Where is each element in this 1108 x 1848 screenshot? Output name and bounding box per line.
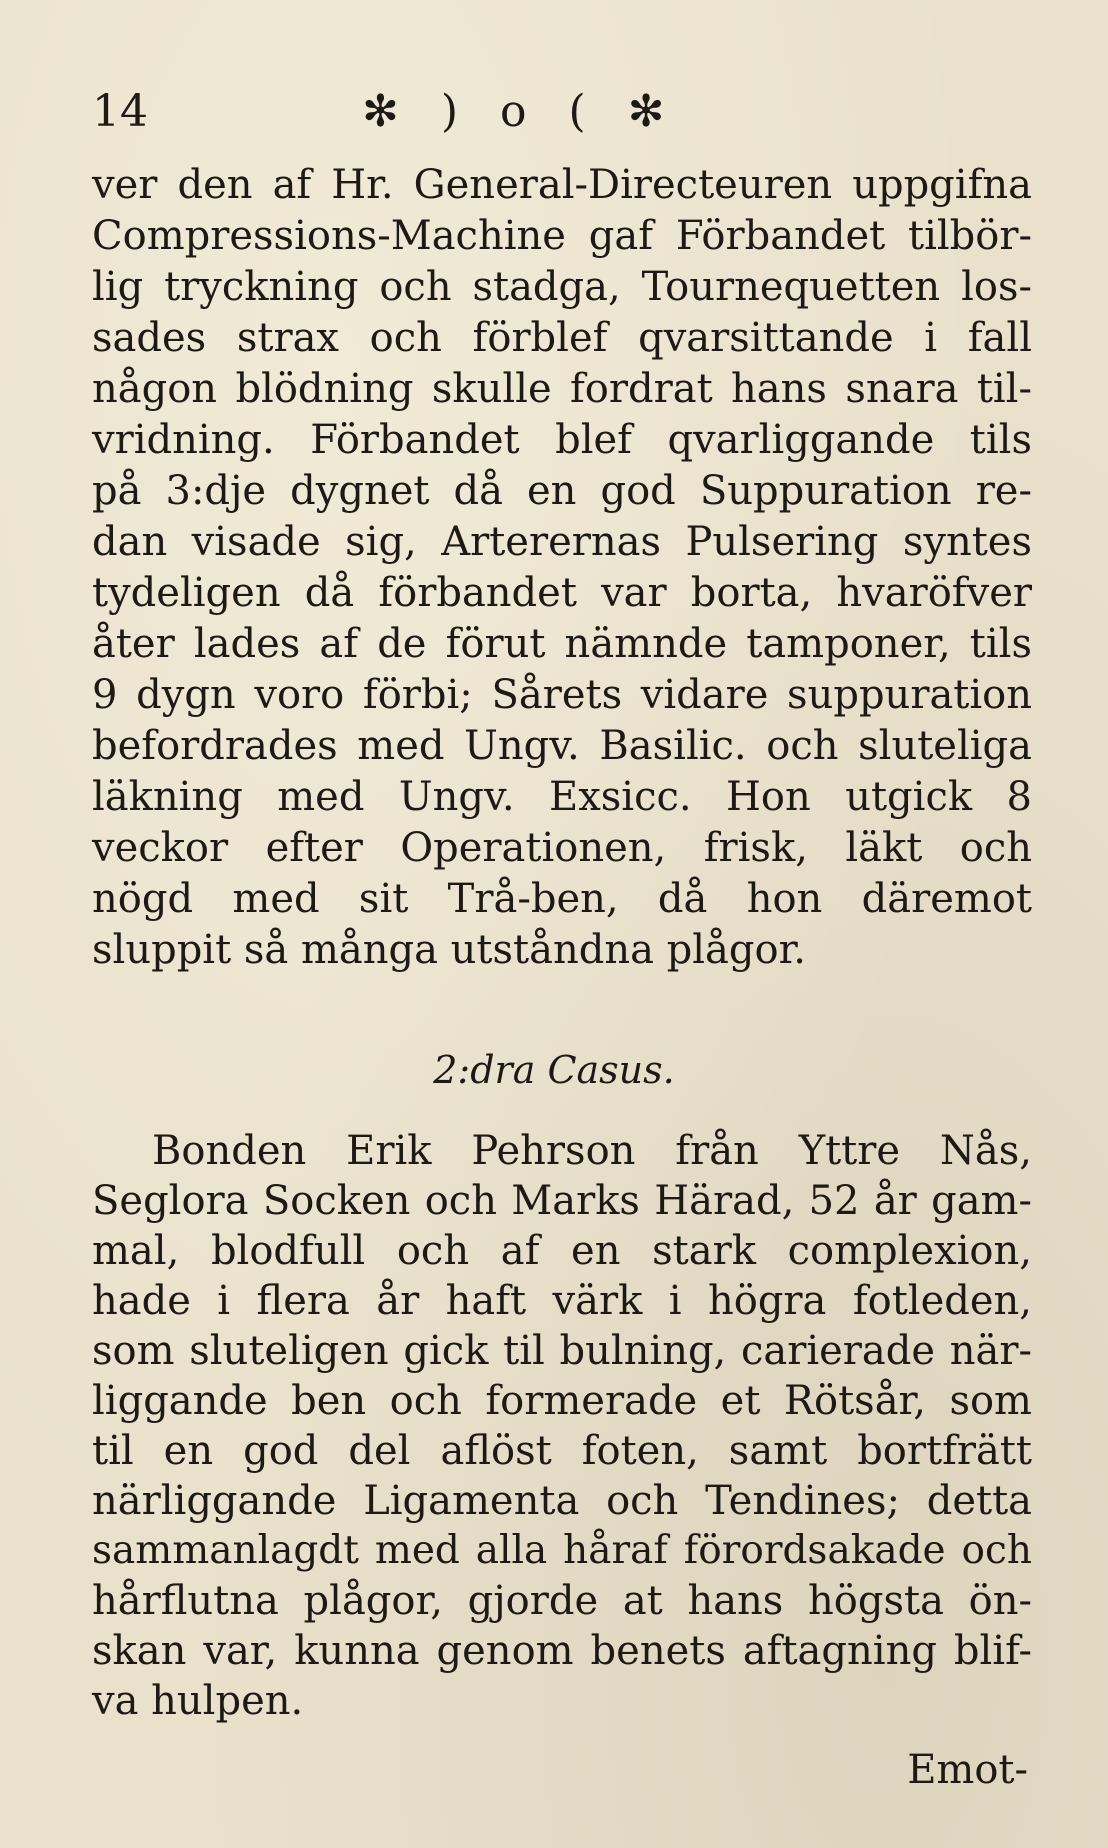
text-line: sluppit så många utståndna plågor. bbox=[92, 927, 807, 973]
text-line: tydeligen då förbandet var borta, hvaröfver bbox=[92, 570, 1032, 616]
text-line: Compressions-Machine gaf Förbandet tilbör- bbox=[92, 213, 1032, 259]
text-line: ver den af Hr. General-Directeuren uppgifna bbox=[92, 162, 1032, 208]
text-line: Seglora Socken och Marks Härad, 52 år gam- bbox=[92, 1178, 1032, 1224]
header-ornament: ✻ ) o ( ✻ bbox=[362, 86, 679, 137]
text-line: vridning. Förbandet blef qvarliggande tils bbox=[92, 417, 1032, 463]
text-line: Bonden Erik Pehrson från Yttre Nås, bbox=[152, 1128, 1032, 1174]
catchword: Emot- bbox=[907, 1747, 1028, 1793]
text-line: til en god del aflöst foten, samt bortfrätt bbox=[92, 1428, 1032, 1474]
text-line: mal, blodfull och af en stark complexion, bbox=[92, 1228, 1032, 1274]
text-line: 9 dygn voro förbi; Sårets vidare suppuration bbox=[92, 672, 1032, 718]
text-line: skan var, kunna genom benets aftagning blif- bbox=[92, 1628, 1032, 1674]
text-line: va hulpen. bbox=[92, 1678, 304, 1724]
section-heading: 2:dra Casus. bbox=[433, 1048, 675, 1092]
text-line: läkning med Ungv. Exsicc. Hon utgick 8 bbox=[92, 774, 1032, 820]
text-line: närliggande Ligamenta och Tendines; detta bbox=[92, 1478, 1032, 1524]
text-line: dan visade sig, Arterernas Pulsering syntes bbox=[92, 519, 1032, 565]
case-paragraph bbox=[92, 1126, 1032, 1726]
text-line: lig tryckning och stadga, Tournequetten los- bbox=[92, 264, 1032, 310]
text-line: hårflutna plågor, gjorde at hans högsta ön- bbox=[92, 1578, 1032, 1624]
text-line: veckor efter Operationen, frisk, läkt och bbox=[92, 825, 1032, 871]
text-line: hade i flera år haft värk i högra fotleden, bbox=[92, 1278, 1032, 1324]
text-line: sammanlagdt med alla håraf förordsakade och bbox=[92, 1528, 1032, 1573]
paragraph-continued bbox=[92, 160, 1032, 976]
text-line: befordrades med Ungv. Basilic. och sluteliga bbox=[92, 723, 1032, 769]
text-line: nögd med sit Trå-ben, då hon däremot bbox=[92, 876, 1032, 922]
text-line: på 3:dje dygnet då en god Suppuration re- bbox=[92, 468, 1032, 514]
text-line: liggande ben och formerade et Rötsår, som bbox=[92, 1378, 1032, 1424]
text-line: någon blödning skulle fordrat hans snara til- bbox=[92, 366, 1032, 412]
page-number: 14 bbox=[92, 86, 148, 137]
text-line: åter lades af de förut nämnde tamponer, tils bbox=[92, 621, 1032, 667]
text-line: som sluteligen gick til bulning, carierade när- bbox=[92, 1328, 1032, 1374]
text-line: sades strax och förblef qvarsittande i fall bbox=[92, 315, 1032, 361]
page-header bbox=[92, 82, 1028, 142]
